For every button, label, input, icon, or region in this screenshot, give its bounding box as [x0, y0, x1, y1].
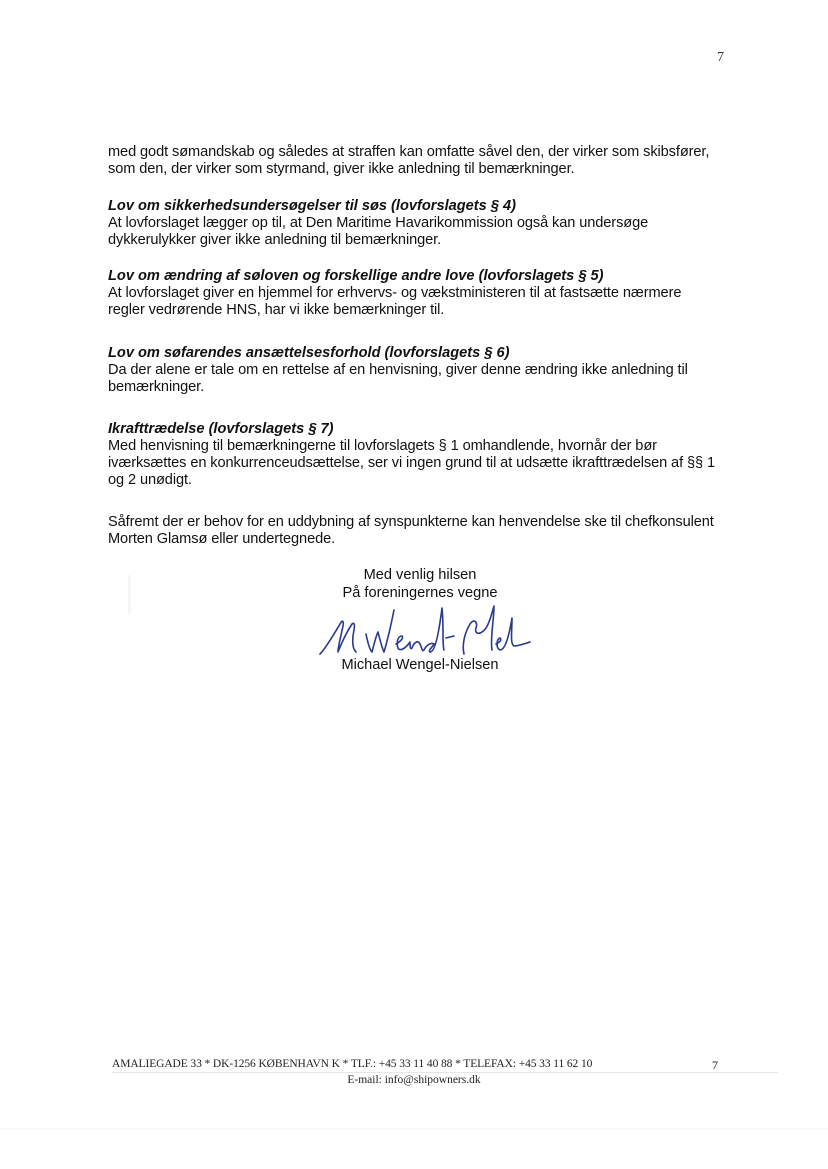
section-safety-investigations: [108, 198, 720, 249]
section-seafarers-employment: [108, 345, 720, 396]
footer-rule: [112, 1072, 778, 1073]
scan-artifact: [128, 575, 131, 615]
section-heading: Ikrafttrædelse (lovforslagets § 7): [108, 421, 334, 437]
section-text: Da der alene er tale om en rettelse af en henvisning, giver denne ændring ikke anledning til bemærkninger.: [108, 362, 688, 395]
section-text: Med henvisning til bemærkningerne til lovforslagets § 1 omhandlende, hvornår der bør iværksættes en konkurrenceudsættelse, ser vi ingen grund til at udsætte ikrafttrædelsen af §§ 1 og 2 unødigt.: [108, 438, 715, 488]
footer-email: E-mail: info@shipowners.dk: [347, 1074, 481, 1086]
footer-page-number: 7: [712, 1058, 718, 1072]
scan-artifact: [0, 1128, 828, 1130]
signoff-name: Michael Wengel-Nielsen: [341, 657, 499, 673]
section-heading: Lov om ændring af søloven og forskellige andre love (lovforslagets § 5): [108, 268, 604, 284]
footer-address: AMALIEGADE 33 * DK-1256 KØBENHAVN K * TLF.: +45 33 11 40 88 * TELEFAX: +45 33 11 62 10: [112, 1058, 593, 1070]
section-text: At lovforslaget giver en hjemmel for erhvervs- og vækstministeren til at fastsætte nærmere regler vedrørende HNS, har vi ikke bemærkninger til.: [108, 285, 682, 318]
section-heading: Lov om sikkerhedsundersøgelser til søs (lovforslagets § 4): [108, 198, 516, 214]
intro-paragraph: med godt sømandskab og således at straffen kan omfatte såvel den, der virker som skibsfører, som den, der virker som styrmand, giver ikke anledning til bemærkninger.: [108, 144, 710, 177]
closing-paragraph: Såfremt der er behov for en uddybning af synspunkterne kan henvendelse ske til chefkonsulent Morten Glamsø eller undertegnede.: [108, 514, 714, 547]
section-entry-into-force: [108, 421, 720, 489]
page-number-top: 7: [717, 50, 724, 65]
signoff-greeting: Med venlig hilsen: [363, 567, 477, 583]
section-text: At lovforslaget lægger op til, at Den Maritime Havarikommission også kan undersøge dykkerulykker giver ikke anledning til bemærkninger.: [108, 215, 649, 248]
signoff-on-behalf: På foreningernes vegne: [342, 585, 498, 601]
section-maritime-law: [108, 268, 720, 319]
section-heading: Lov om søfarendes ansættelsesforhold (lovforslagets § 6): [108, 345, 510, 361]
